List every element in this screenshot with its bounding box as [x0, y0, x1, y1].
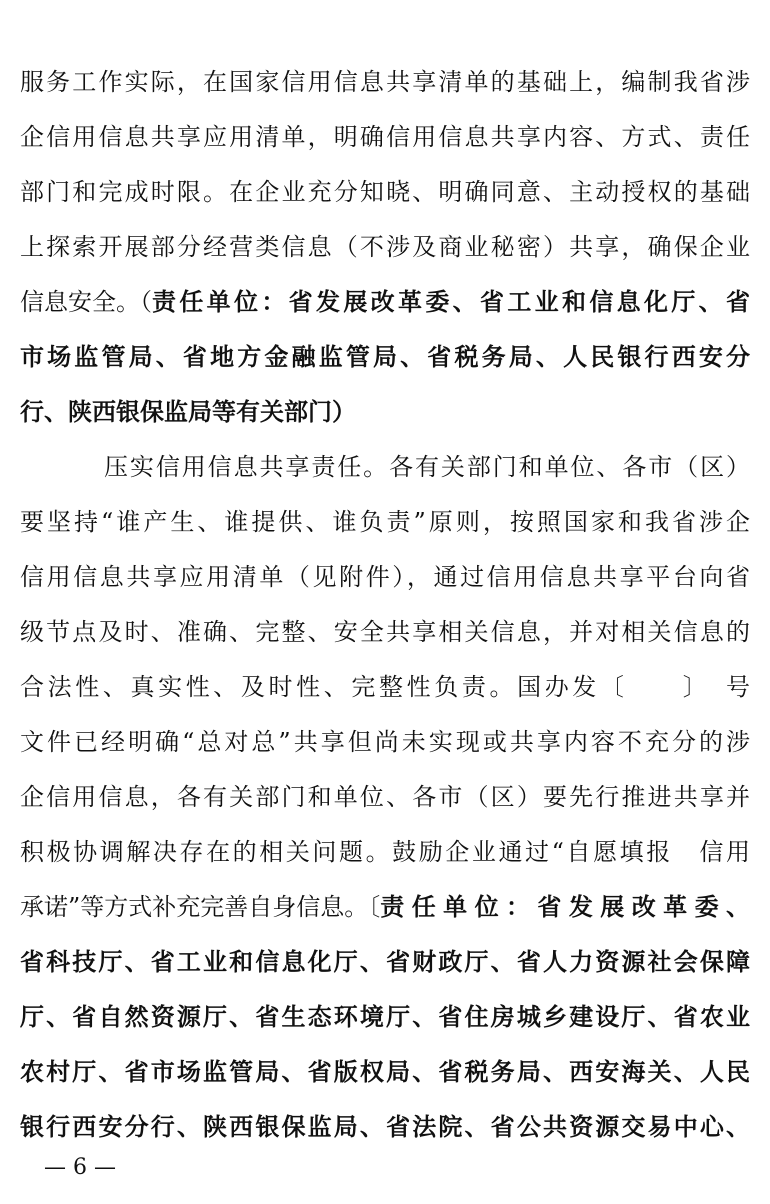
responsibility-line: 省科技厅、省工业和信息化厅、省财政厅、省人力资源社会保障: [20, 947, 750, 976]
text-line: 文件已经明确“总对总”共享但尚未实现或共享内容不充分的涉: [20, 728, 750, 756]
responsibility-line: 银行西安分行、陕西银保监局、省法院、省公共资源交易中心、: [20, 1112, 750, 1141]
responsibility-line: 市场监管局、省地方金融监管局、省税务局、人民银行西安分: [20, 342, 750, 371]
responsibility-segment: 责任单位：省发展改革委、省工业和信息化厅、省: [152, 287, 750, 316]
responsibility-line: 厅、省自然资源厅、省生态环境厅、省住房城乡建设厅、省农业: [20, 1002, 750, 1031]
text-segment: 承诺”等方式补充完善自身信息。〔: [20, 893, 381, 921]
responsibility-segment: 责任单位：省发展改革委、: [380, 892, 750, 921]
text-line: 信用信息共享应用清单（见附件），通过信用信息共享平台向省: [20, 563, 750, 591]
text-line: 企信用信息，各有关部门和单位、各市（区）要先行推进共享并: [20, 783, 750, 811]
text-line: 部门和完成时限。在企业充分知晓、明确同意、主动授权的基础: [20, 178, 750, 206]
text-line-mixed: [20, 887, 750, 927]
responsibility-line: 农村厅、省市场监管局、省版权局、省税务局、西安海关、人民: [20, 1057, 750, 1086]
text-line: 积极协调解决存在的相关问题。鼓励企业通过“自愿填报 信用: [20, 838, 750, 866]
page-number: — 6 —: [44, 1155, 116, 1180]
text-line: 要坚持“谁产生、谁提供、谁负责”原则，按照国家和我省涉企: [20, 508, 750, 536]
responsibility-line: 行、陕西银保监局等有关部门）: [20, 397, 356, 426]
paragraph-start-line: 压实信用信息共享责任。各有关部门和单位、各市（区）: [104, 453, 750, 481]
text-line: 服务工作实际，在国家信用信息共享清单的基础上，编制我省涉: [20, 68, 750, 96]
text-line: 合法性、真实性、及时性、完整性负责。国办发〔 〕 号: [20, 673, 750, 701]
text-line: 级节点及时、准确、完整、安全共享相关信息，并对相关信息的: [20, 618, 750, 646]
text-line: 企信用信息共享应用清单，明确信用信息共享内容、方式、责任: [20, 123, 750, 151]
text-segment: 信息安全。（: [20, 288, 152, 316]
text-line-mixed: [20, 282, 750, 322]
text-line: 上探索开展部分经营类信息（不涉及商业秘密）共享，确保企业: [20, 233, 750, 261]
